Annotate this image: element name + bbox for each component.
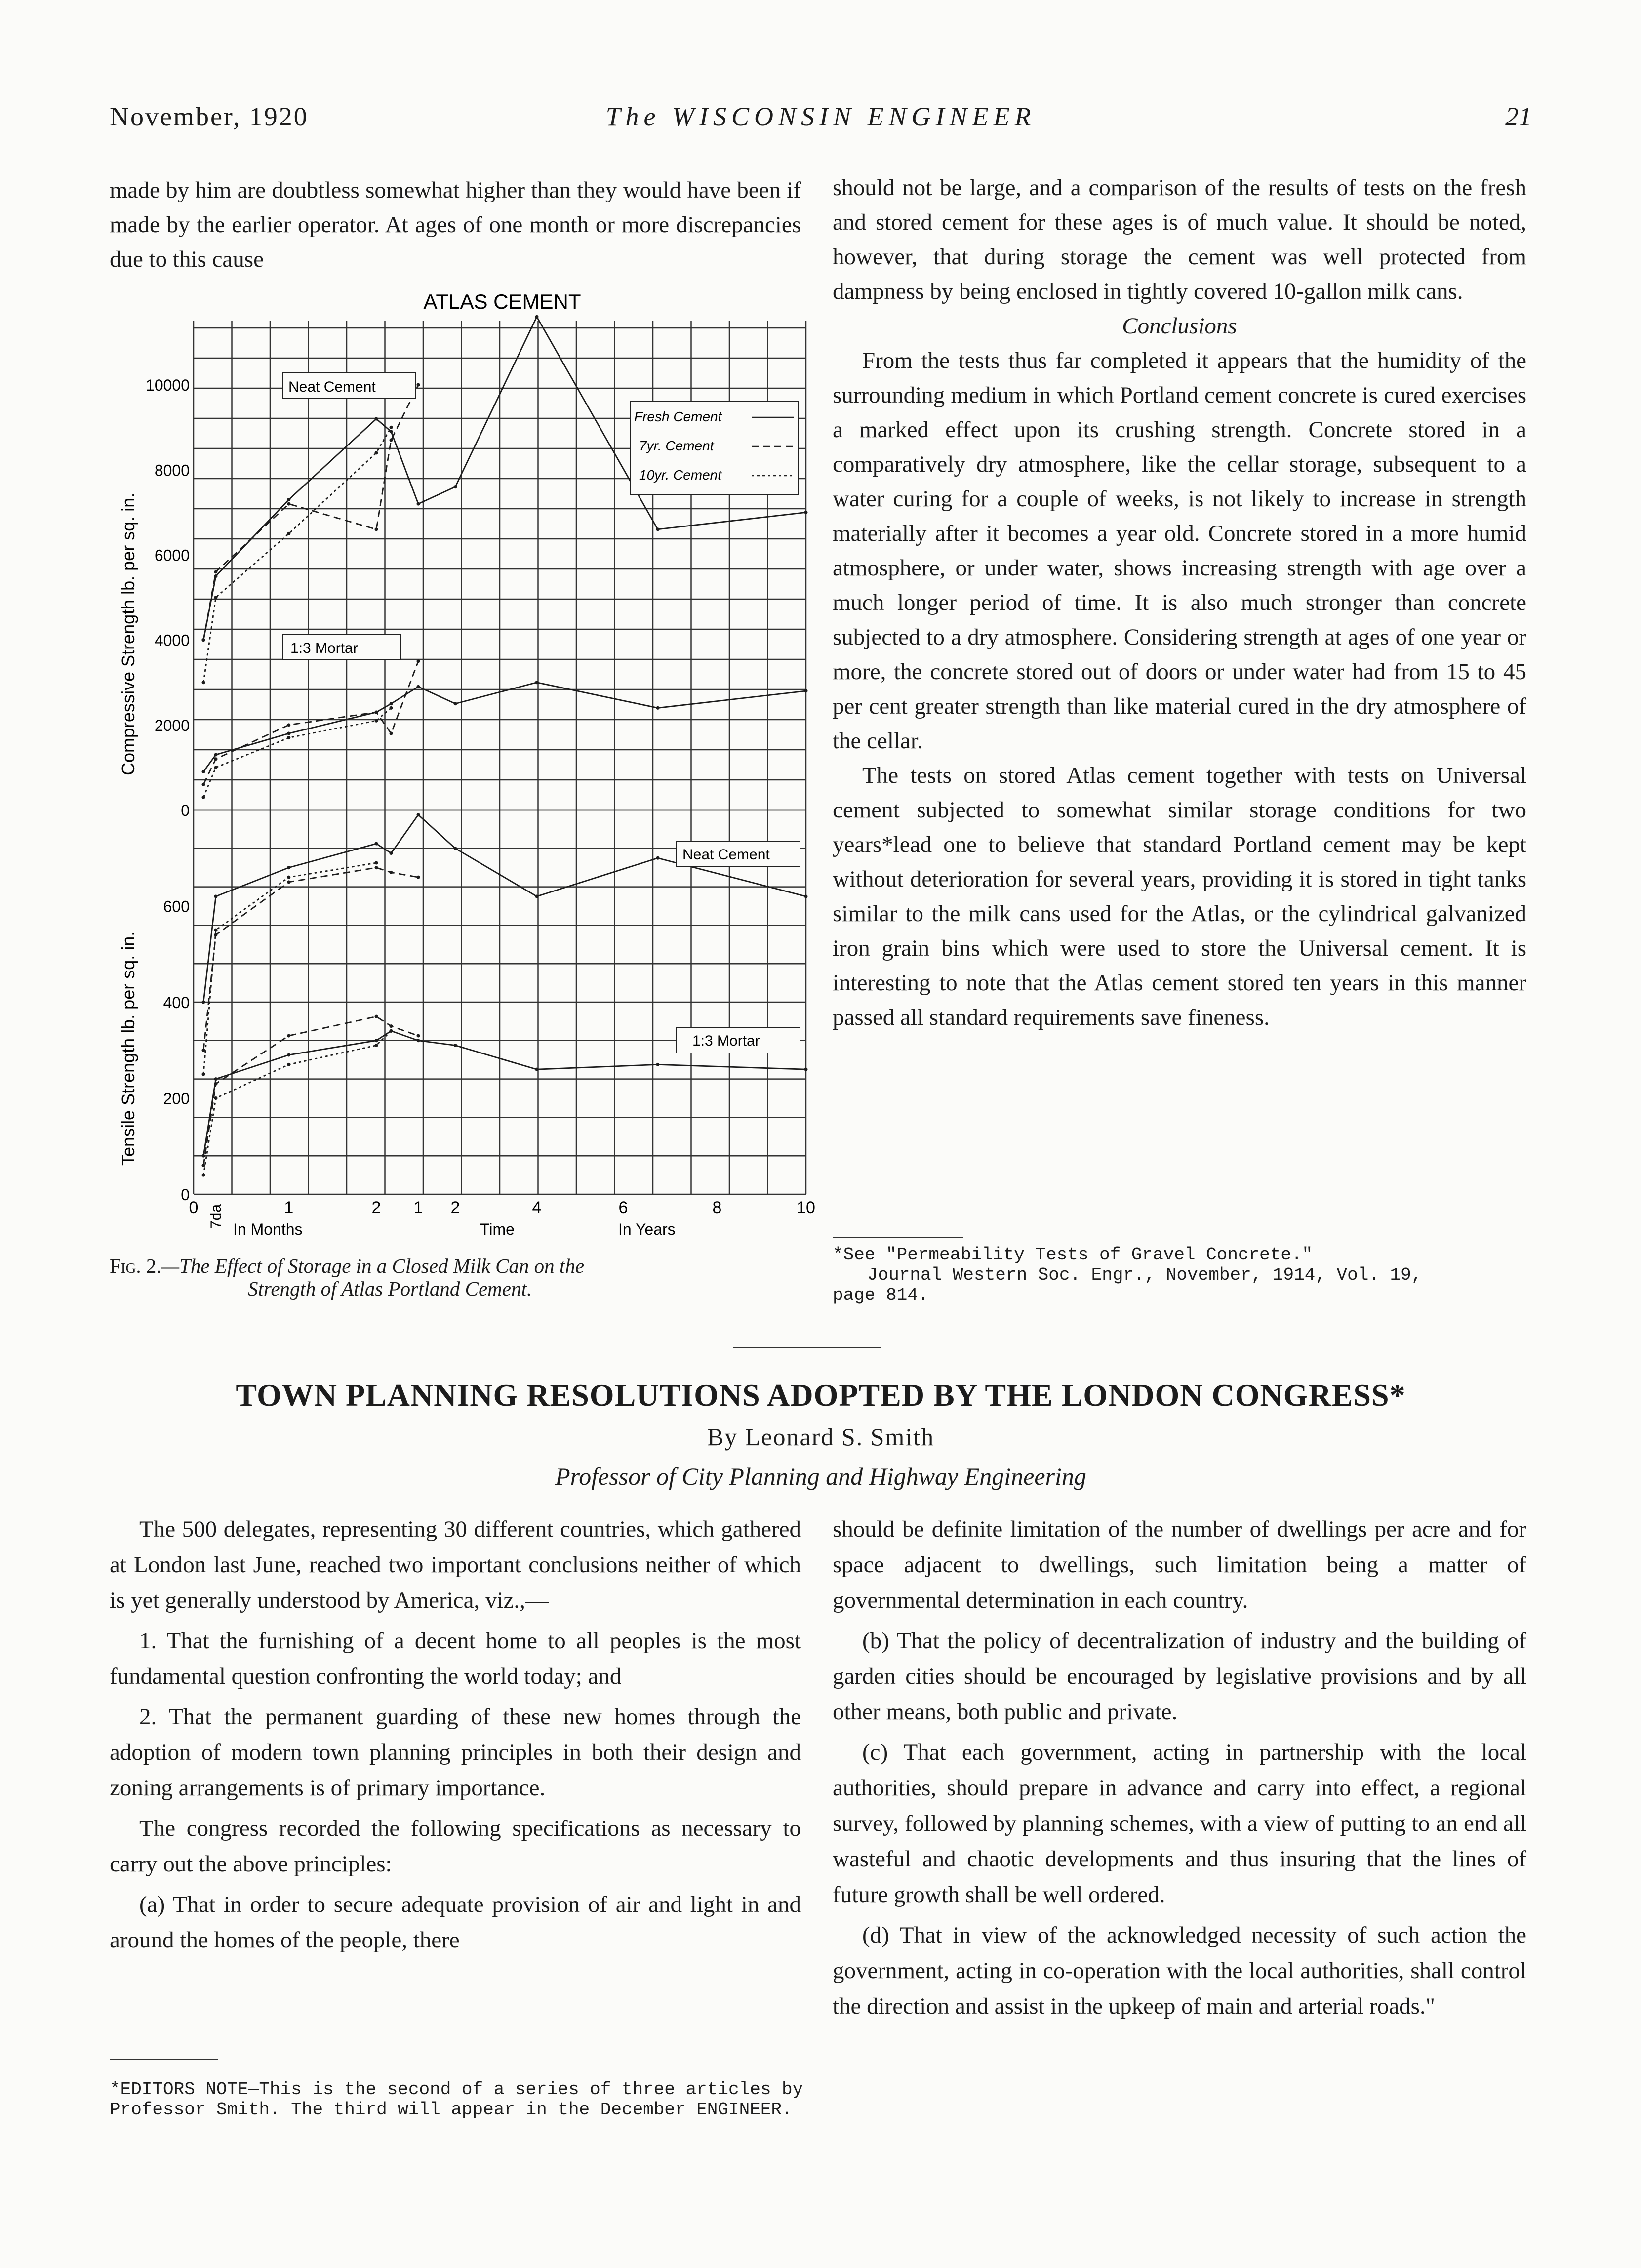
- compressive-mortar-point: [375, 719, 378, 723]
- article-right-column: [833, 1511, 1526, 2029]
- tensile-neat-point: [390, 851, 393, 855]
- tensile-neat-point: [804, 895, 808, 898]
- x-tick-label: 6: [618, 1198, 628, 1217]
- tensile-neat-point: [375, 861, 378, 864]
- compressive-neat-point: [202, 638, 205, 642]
- x-tick-label: 0: [189, 1198, 199, 1217]
- tensile-neat-point: [656, 856, 660, 860]
- paragraph: From the tests thus far completed it appears that the humidity of the surrounding medium in which Portland cement concrete is cured exercises a marked effect upon its crushing strength. Concrete stored in a comparatively dry atmosphere, like the cellar storage, subsequent to a water curing for a couple of weeks, is not likely to increase in strength materially after it becomes a year old. Concrete stored in a more humid atmosphere, or under water, shows increasing strength with age over a much longer period of time. It is also much stronger than concrete subjected to a dry atmosphere. Considering strength at ages of one year or more, the concrete stored out of doors or under water had from 15 to 45 per cent greater strength than like material cured in the dry atmosphere of the cellar.: [833, 348, 1526, 754]
- compressive-mortar-point: [804, 689, 808, 692]
- tensile-mortar-point: [214, 1077, 218, 1081]
- compressive-neat-point: [287, 498, 290, 501]
- tensile-mortar-point: [287, 1063, 290, 1066]
- paragraph: 2. That the permanent guarding of these new homes through the adoption of modern town planning principles in both their design and zoning arrangements is of primary importance.: [110, 1704, 801, 1801]
- footnote-top: [833, 1245, 1524, 1305]
- svg-text:1:3 Mortar: 1:3 Mortar: [692, 1033, 760, 1049]
- compressive-neat-point: [375, 417, 378, 421]
- tensile-neat-point: [202, 1001, 205, 1004]
- x-tick-label: 7da: [208, 1204, 224, 1229]
- tensile-mortar-point: [535, 1068, 539, 1071]
- compressive-mortar-point: [287, 736, 290, 739]
- footnote-bottom: *EDITORS NOTE—This is the second of a series of three articles by Professor Smith. The third will appear in the December ENGINEER.: [110, 2079, 803, 2120]
- atlas-cement-chart: [110, 286, 821, 1250]
- y-tick-label: 400: [163, 994, 190, 1012]
- compressive-neat-point: [214, 596, 218, 599]
- label-tensile-mortar: [677, 1027, 800, 1053]
- compressive-mortar-point: [202, 796, 205, 799]
- compressive-neat-point: [804, 511, 808, 514]
- compressive-neat-point: [417, 502, 420, 506]
- section-heading: Conclusions: [1122, 313, 1237, 339]
- chart-title: ATLAS CEMENT: [423, 290, 581, 313]
- tensile-neat-point: [287, 876, 290, 879]
- tensile-mortar-point: [214, 1082, 218, 1086]
- legend-7yr: 7yr. Cement: [639, 438, 714, 453]
- x-tick-label: 8: [712, 1198, 722, 1217]
- footnote-divider: [110, 2059, 218, 2060]
- label-tensile-neat: [677, 841, 800, 867]
- y-tick-label: 200: [163, 1090, 190, 1108]
- paragraph: The tests on stored Atlas cement together with tests on Universal cement subjected to somewhat similar storage conditions for two years*lead one to believe that standard Portland cement may be kept without deterioration for several years, providing it is stored in tight tanks similar to the milk cans used for the Atlas, or the cylindrical galvanized iron grain bins which were used to store the Universal cement. It is interesting to note that the Atlas cement stored ten years in this manner passed all standard requirements save fineness.: [833, 763, 1526, 1030]
- compressive-mortar-point: [287, 723, 290, 727]
- compressive-mortar-point: [417, 659, 420, 663]
- tensile-mortar-point: [287, 1034, 290, 1038]
- chart-legend: [631, 401, 799, 495]
- paragraph: The 500 delegates, representing 30 different countries, which gathered at London last June, reached two important conclusions neither of which is yet generally understood by America, viz.,—: [110, 1516, 801, 1613]
- paragraph: (a) That in order to secure adequate provision of air and light in and around the homes of the people, there: [110, 1892, 801, 1953]
- compressive-neat-point: [287, 532, 290, 535]
- tensile-mortar-point: [375, 1015, 378, 1018]
- y-tick-label: 8000: [154, 461, 190, 480]
- compressive-mortar-point: [390, 702, 393, 705]
- y-tick-label: 2000: [154, 716, 190, 734]
- footnote-line: page 814.: [833, 1285, 929, 1305]
- svg-text:Neat Cement: Neat Cement: [288, 379, 376, 395]
- tensile-neat-point: [417, 876, 420, 879]
- compressive-neat-point: [287, 502, 290, 506]
- byline: By Leonard S. Smith: [707, 1423, 935, 1451]
- tensile-mortar-point: [202, 1174, 205, 1177]
- tensile-mortar-point: [656, 1063, 660, 1066]
- tensile-mortar-point: [375, 1039, 378, 1042]
- compressive-mortar-point: [417, 685, 420, 688]
- x-unit-years: In Years: [618, 1220, 676, 1238]
- compressive-neat-point: [535, 315, 539, 319]
- paragraph: should not be large, and a comparison of the results of tests on the fresh and stored cement for these ages is of much value. It should be noted, however, that during storage the cement was well protected from dampness by being enclosed in tightly covered 10-gallon milk cans.: [833, 175, 1526, 304]
- x-tick-label: 1: [284, 1198, 294, 1217]
- compressive-mortar-point: [202, 770, 205, 773]
- top-left-column: [110, 173, 801, 277]
- y-tick-label: 4000: [154, 631, 190, 649]
- compressive-mortar-point: [390, 732, 393, 735]
- tensile-y-label: Tensile Strength lb. per sq. in.: [118, 931, 138, 1166]
- compressive-neat-point: [375, 527, 378, 531]
- page-number: 21: [1505, 102, 1532, 131]
- compressive-mortar-point: [202, 783, 205, 786]
- tensile-neat-series-10yr-cement: [203, 863, 376, 1074]
- tensile-neat-point: [214, 933, 218, 936]
- tensile-mortar-series-7yr-cement: [203, 1016, 418, 1166]
- tensile-neat-point: [287, 866, 290, 869]
- compressive-neat-point: [417, 383, 420, 387]
- compressive-neat-point: [390, 426, 393, 429]
- x-tick-label: 1: [413, 1198, 423, 1217]
- compressive-neat-point: [390, 439, 393, 442]
- tensile-mortar-point: [390, 1029, 393, 1033]
- tensile-neat-point: [214, 895, 218, 898]
- x-tick-label: 2: [371, 1198, 381, 1217]
- compressive-neat-point: [656, 527, 660, 531]
- issue-date: November, 1920: [110, 102, 309, 131]
- tensile-mortar-point: [214, 1096, 218, 1100]
- tensile-neat-point: [417, 813, 420, 816]
- tensile-neat-point: [202, 1072, 205, 1076]
- tensile-mortar-point: [202, 1154, 205, 1158]
- compressive-neat-point: [214, 570, 218, 573]
- compressive-mortar-point: [214, 757, 218, 761]
- tensile-mortar-point: [417, 1034, 420, 1038]
- running-header: [110, 101, 1532, 141]
- paragraph: (d) That in view of the acknowledged necessity of such action the government, acting in co-operation with the local authorities, shall control the direction and assist in the upkeep of main and arterial roads.": [833, 1922, 1526, 2019]
- figure-label: Fig. 2.: [110, 1255, 161, 1277]
- label-compressive-neat: [282, 373, 416, 399]
- article-left-column: [110, 1511, 801, 1963]
- svg-text:1:3 Mortar: 1:3 Mortar: [290, 640, 358, 656]
- tensile-neat-point: [202, 1049, 205, 1052]
- x-tick-label: 2: [450, 1198, 460, 1217]
- article-title: TOWN PLANNING RESOLUTIONS ADOPTED BY THE LONDON CONGRESS*: [236, 1377, 1406, 1413]
- paragraph: should be definite limitation of the number of dwellings per acre and for space adjacent to dwellings, such limitation being a matter of governmental determination in each country.: [833, 1516, 1526, 1613]
- tensile-neat-point: [214, 929, 218, 932]
- tensile-mortar-point: [287, 1053, 290, 1056]
- legend-fresh: Fresh Cement: [634, 409, 722, 424]
- author-role: Professor of City Planning and Highway Engineering: [555, 1462, 1086, 1490]
- tensile-neat-series-7yr-cement: [203, 868, 418, 1051]
- figure-title-line2: Strength of Atlas Portland Cement.: [248, 1277, 532, 1300]
- compressive-mortar-point: [454, 702, 457, 705]
- article-divider: [733, 1347, 881, 1348]
- tensile-neat-point: [535, 895, 539, 898]
- tensile-mortar-point: [390, 1024, 393, 1028]
- footnote-line: *See "Permeability Tests of Gravel Concrete.": [833, 1245, 1313, 1265]
- paragraph: (b) That the policy of decentralization of industry and the building of garden cities should be encouraged by legislative provisions and by all other means, both public and private.: [833, 1628, 1526, 1725]
- compressive-mortar-point: [535, 681, 539, 684]
- tensile-neat-point: [390, 871, 393, 874]
- footnote-line: Journal Western Soc. Engr., November, 1914, Vol. 19,: [867, 1265, 1422, 1285]
- tensile-mortar-point: [804, 1068, 808, 1071]
- compressive-mortar-point: [375, 711, 378, 714]
- figure-caption: [110, 1255, 811, 1300]
- tensile-neat-point: [454, 847, 457, 850]
- paragraph: The congress recorded the following specifications as necessary to carry out the above principles:: [110, 1816, 801, 1877]
- compressive-mortar-point: [287, 732, 290, 735]
- compressive-mortar-point: [390, 706, 393, 710]
- tensile-neat-point: [375, 842, 378, 846]
- x-unit-time: Time: [480, 1220, 515, 1238]
- y-tick-label: 10000: [146, 376, 190, 395]
- paragraph: made by him are doubtless somewhat higher than they would have been if made by the earlier operator. At ages of one month or more discrepancies due to this cause: [110, 177, 801, 272]
- label-compressive-mortar: [282, 635, 401, 659]
- tensile-mortar-point: [375, 1044, 378, 1047]
- x-tick-label: 10: [797, 1198, 815, 1217]
- y-tick-label: 600: [163, 897, 190, 916]
- compressive-mortar-series-7yr-cement: [203, 661, 418, 785]
- svg-text:Neat Cement: Neat Cement: [682, 847, 770, 863]
- legend-10yr: 10yr. Cement: [639, 467, 722, 483]
- compressive-mortar-point: [214, 766, 218, 769]
- x-tick-label: 4: [532, 1198, 542, 1217]
- compressive-mortar-point: [214, 753, 218, 757]
- compressive-mortar-series-fresh-cement: [203, 683, 806, 772]
- compressive-neat-point: [202, 681, 205, 684]
- y-tick-label: 0: [181, 1186, 190, 1204]
- paragraph: 1. That the furnishing of a decent home to all peoples is the most fundamental question confronting the world today; and: [110, 1628, 801, 1689]
- journal-title: The WISCONSIN ENGINEER: [605, 102, 1036, 131]
- y-tick-label: 6000: [154, 546, 190, 565]
- tensile-neat-point: [375, 866, 378, 869]
- x-unit-months: In Months: [233, 1220, 303, 1238]
- paragraph: (c) That each government, acting in partnership with the local authorities, should prepare in advance and carry into effect, a regional survey, followed by planning schemes, with a view of putting to an end all wasteful and chaotic developments and thus insuring that the lines of future growth shall be well ordered.: [833, 1740, 1526, 1907]
- tensile-neat-point: [287, 880, 290, 884]
- footnote-divider: [833, 1237, 963, 1238]
- tensile-mortar-point: [417, 1039, 420, 1042]
- tensile-mortar-point: [454, 1044, 457, 1047]
- top-right-column: [833, 170, 1526, 1035]
- figure-title: —The Effect of Storage in a Closed Milk Can on the: [161, 1255, 585, 1277]
- compressive-neat-point: [375, 451, 378, 454]
- y-tick-label: 0: [181, 802, 190, 819]
- compressive-y-label: Compressive Strength lb. per sq. in.: [118, 492, 138, 775]
- compressive-neat-point: [454, 485, 457, 488]
- compressive-mortar-point: [656, 706, 660, 710]
